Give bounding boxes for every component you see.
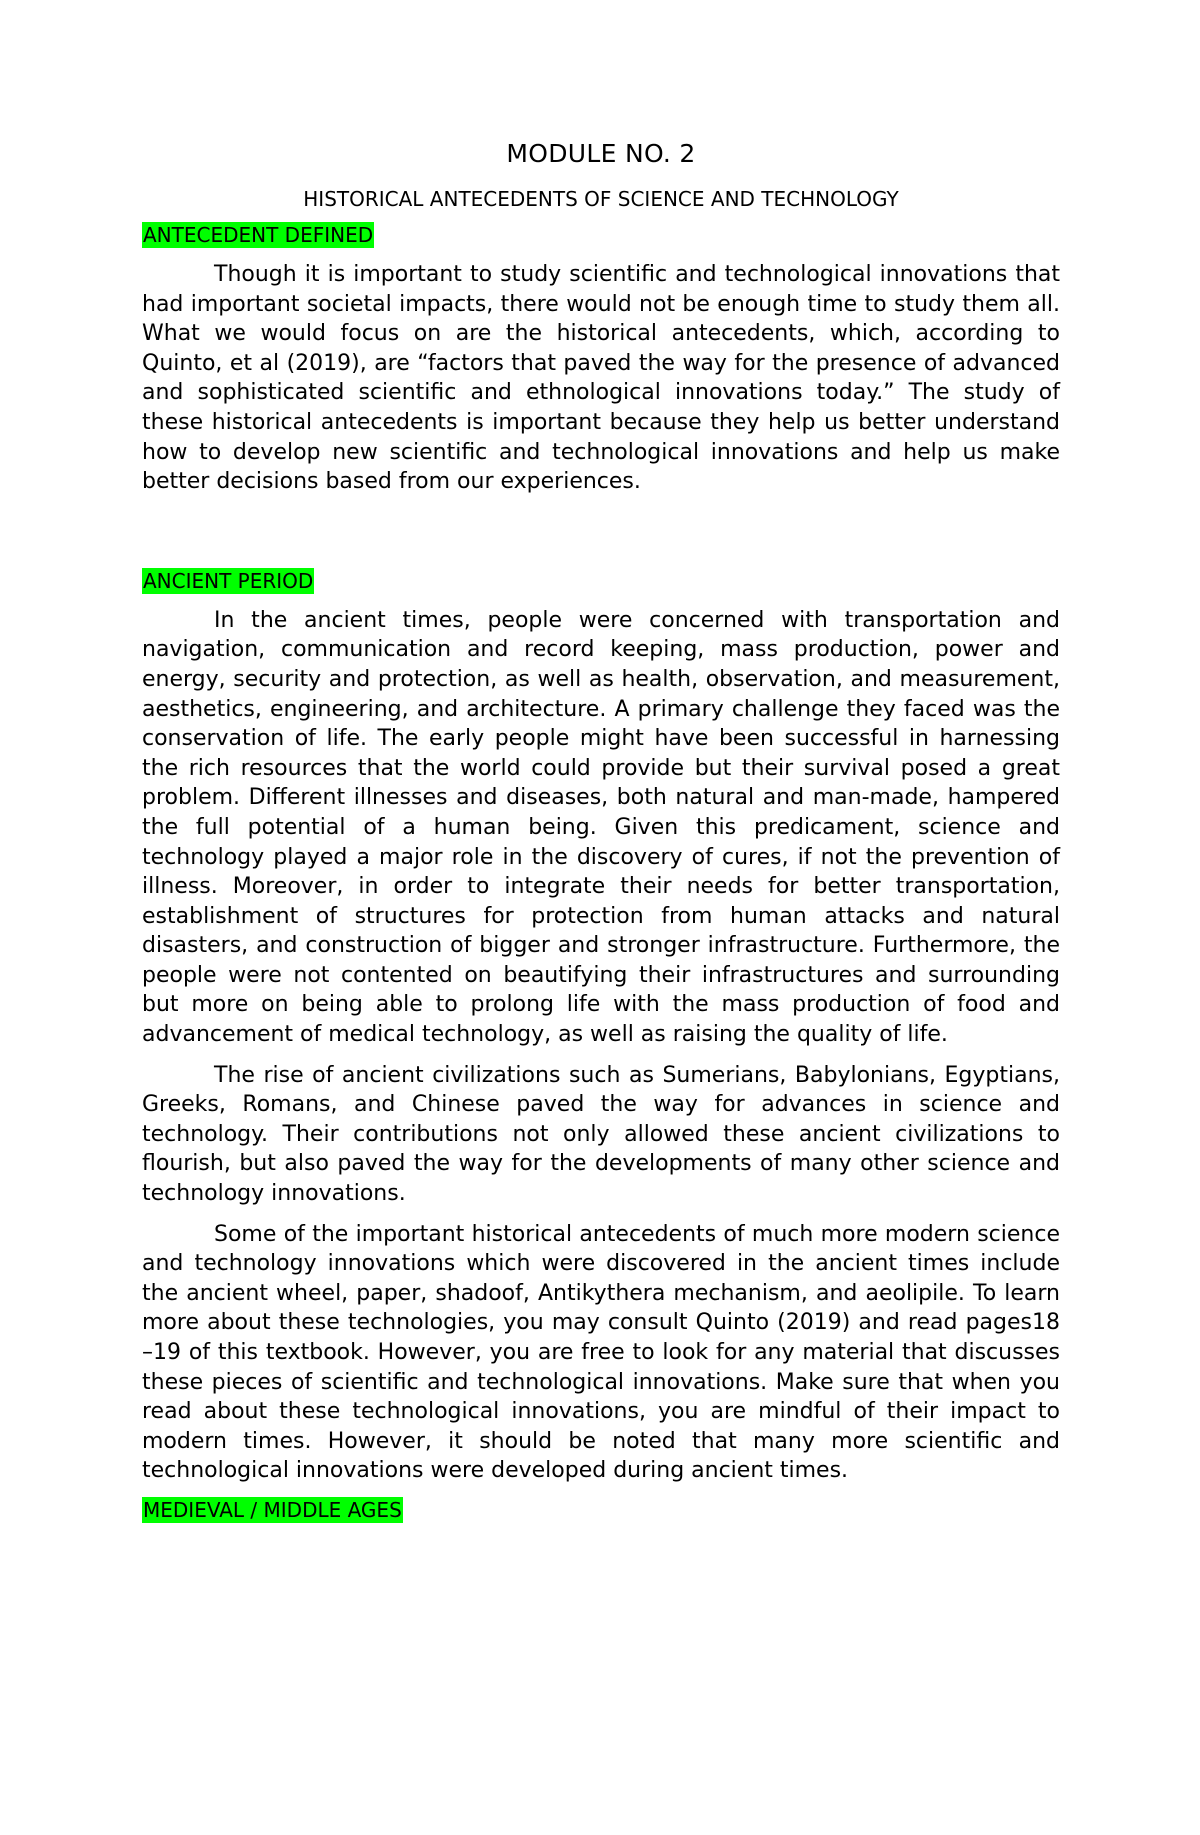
- module-title: MODULE NO. 2: [506, 139, 696, 168]
- section-heading-wrap: [142, 222, 1060, 248]
- section-heading-wrap: [142, 568, 1060, 594]
- section-heading-medieval-middle-ages: MEDIEVAL / MIDDLE AGES: [143, 1497, 402, 1522]
- section-spacer: [142, 508, 1060, 568]
- paragraph: The rise of ancient civilizations such as Sumerians, Babylonians, Egyptians, Greeks, Romans, and Chinese paved the way for advances in science and technology. Their contributions not only allowed these ancient civilizations to flourish, but also paved the way for the developments of many other science and technology innovations.: [142, 1062, 1060, 1207]
- paragraph: In the ancient times, people were concerned with transportation and navigation, communication and record keeping, mass production, power and energy, security and protection, as well as health, observation, and measurement, aesthetics, engineering, and architecture. A primary challenge they faced was the conservation of life. The early people might have been successful in harnessing the rich resources that the world could provide but their survival posed a great problem. Different illnesses and diseases, both natural and man-made, hampered the full potential of a human being. Given this predicament, science and technology played a major role in the discovery of cures, if not the prevention of illness. Moreover, in order to integrate their needs for better transportation, establishment of structures for protection from human attacks and natural disasters, and construction of bigger and stronger infrastructure. Furthermore, the people were not contented on beautifying their infrastructures and surrounding but more on being able to prolong life with the mass production of food and advancement of medical technology, as well as raising the quality of life.: [142, 607, 1060, 1048]
- module-subtitle: HISTORICAL ANTECEDENTS OF SCIENCE AND TECHNOLOGY: [303, 187, 899, 211]
- paragraph: Some of the important historical antecedents of much more modern science and technology innovations which were discovered in the ancient times include the ancient wheel, paper, shadoof, Antikythera mechanism, and aeolipile. To learn more about these technologies, you may consult Quinto (2019) and read pages18 –19 of this textbook. However, you are free to look for any material that discusses these pieces of scientific and technological innovations. Make sure that when you read about these technological innovations, you are mindful of their impact to modern times. However, it should be noted that many more scientific and technological innovations were developed during ancient times.: [142, 1221, 1060, 1484]
- section-heading-ancient-period: ANCIENT PERIOD: [143, 568, 314, 593]
- paragraph: Though it is important to study scientific and technological innovations that had important societal impacts, there would not be enough time to study them all. What we would focus on are the historical antecedents, which, according to Quinto, et al (2019), are “factors that paved the way for the presence of advanced and sophisticated scientific and ethnological innovations today.” The study of these historical antecedents is important because they help us better understand how to develop new scientific and technological innovations and help us make better decisions based from our experiences.: [142, 262, 1060, 495]
- section-heading-antecedent-defined: ANTECEDENT DEFINED: [143, 223, 374, 247]
- section-heading-wrap: [142, 1497, 1060, 1523]
- document-page: [142, 138, 1060, 1535]
